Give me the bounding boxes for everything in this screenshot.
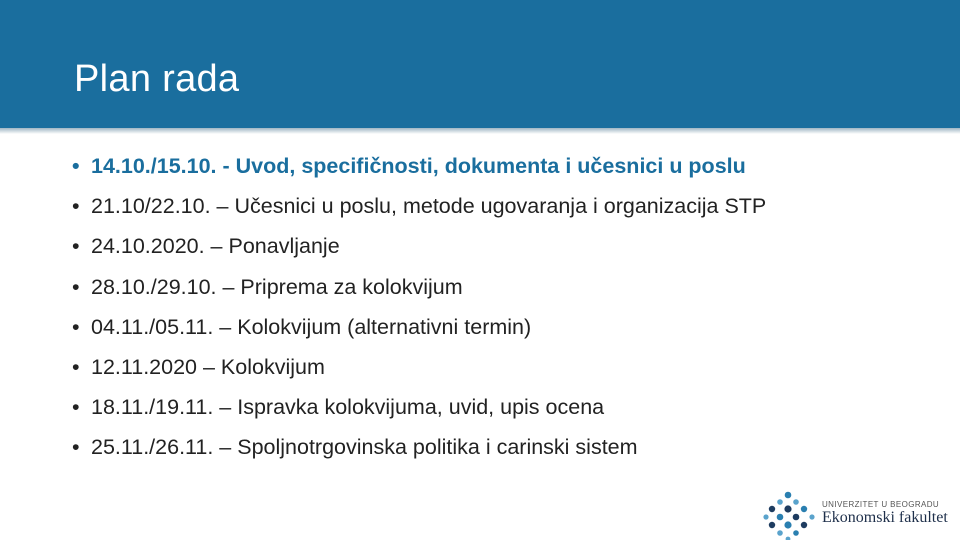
bullet: •	[72, 234, 80, 259]
list-item	[72, 307, 766, 347]
list-item-text: 25.11./26.11. – Spoljnotrgovinska politika i carinski sistem	[91, 435, 638, 460]
list-item-text: 04.11./05.11. – Kolokvijum (alternativni termin)	[91, 314, 532, 339]
list-item-text: 18.11./19.11. – Ispravka kolokvijuma, uvid, upis ocena	[91, 395, 605, 420]
list-item	[72, 347, 766, 387]
list-item	[72, 146, 766, 186]
bullet: •	[72, 154, 80, 178]
bullet: •	[72, 314, 80, 339]
logo-faculty-text: Ekonomski fakultet	[822, 509, 948, 526]
bullet: •	[72, 435, 80, 460]
list-item	[72, 267, 766, 307]
bullet: •	[72, 194, 80, 219]
list-item	[72, 427, 766, 467]
list-item-text: 28.10./29.10. – Priprema za kolokvijum	[91, 274, 463, 299]
bullet: •	[72, 274, 80, 299]
logo-university-text: UNIVERZITET U BEOGRADU	[822, 500, 940, 509]
list-item-text: 12.11.2020 – Kolokvijum	[91, 355, 325, 380]
list-item	[72, 186, 766, 226]
title-bar-shadow	[0, 128, 960, 134]
list-item	[72, 226, 766, 266]
bullet: •	[72, 355, 80, 380]
list-item-text: 24.10.2020. – Ponavljanje	[91, 234, 340, 259]
list-item-text: 21.10/22.10. – Učesnici u poslu, metode ugovaranja i organizacija STP	[91, 194, 767, 219]
schedule-list	[72, 146, 766, 468]
list-item	[72, 387, 766, 427]
bullet: •	[72, 395, 80, 420]
list-item-text: 14.10./15.10. - Uvod, specifičnosti, dokumenta i učesnici u poslu	[91, 154, 746, 178]
slide-title: Plan rada	[74, 58, 240, 100]
title-bar	[0, 0, 960, 128]
